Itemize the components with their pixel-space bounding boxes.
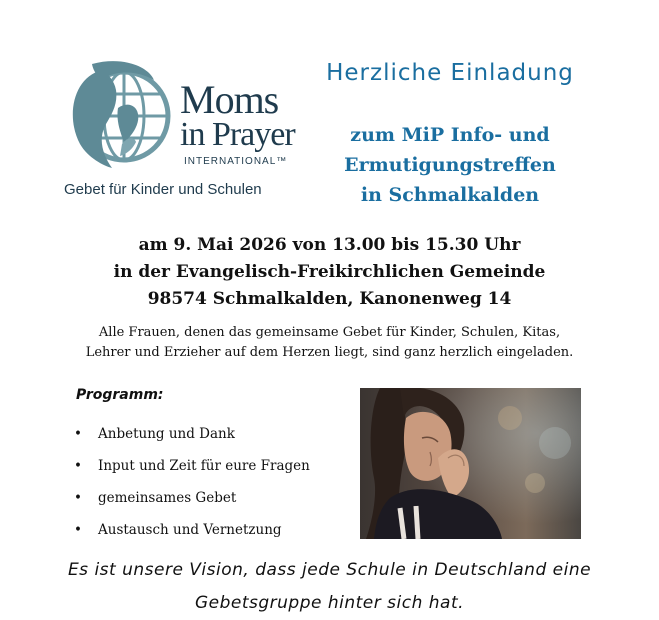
bullet-icon: • [74,458,82,474]
moms-in-prayer-logo [62,58,302,208]
program-list [74,418,310,546]
program-item [74,514,310,546]
program-item-label: Anbetung und Dank [98,426,235,442]
vision-line: Es ist unsere Vision, dass jede Schule in Deutschland eine [67,560,592,580]
program-item [74,482,310,514]
event-details [0,232,659,313]
bullet-icon: • [74,522,82,538]
program-item [74,450,310,482]
program-item-label: Austausch und Vernetzung [98,522,282,538]
event-date-time: am 9. Mai 2026 von 13.00 bis 15.30 Uhr [138,235,521,255]
subheadline-line: Ermutigungstreffen [344,154,556,176]
logo-brand-international: INTERNATIONAL™ [184,156,288,167]
subheadline-line: zum MiP Info- und [350,124,550,146]
subheadline-line: in Schmalkalden [360,184,540,206]
bullet-icon: • [74,490,82,506]
logo-brand-moms: Moms [180,77,279,122]
program-item [74,418,310,450]
event-address: 98574 Schmalkalden, Kanonenweg 14 [147,289,512,309]
praying-figure-globe-icon [62,58,180,178]
program-item-label: Input und Zeit für eure Fragen [98,458,310,474]
invitation-text-line: Lehrer und Erzieher auf dem Herzen liegt, sind ganz herzlich eingeladen. [85,345,574,360]
invitation-text-line: Alle Frauen, denen das gemeinsame Gebet für Kinder, Schulen, Kitas, [98,325,561,340]
invitation-text [0,323,659,363]
program-title: Programm: [76,387,164,403]
page-title: Herzliche Einladung [326,60,574,86]
vision-line: Gebetsgruppe hinter sich hat. [194,593,465,613]
logo-tagline: Gebet für Kinder und Schulen [64,181,262,198]
praying-woman-photo [360,388,581,539]
bullet-icon: • [74,426,82,442]
logo-brand-in-prayer: in Prayer [180,116,295,153]
subheadline [300,120,600,210]
vision-statement [0,554,659,620]
event-venue: in der Evangelisch-Freikirchlichen Gemeinde [113,262,546,282]
program-item-label: gemeinsames Gebet [98,490,237,506]
